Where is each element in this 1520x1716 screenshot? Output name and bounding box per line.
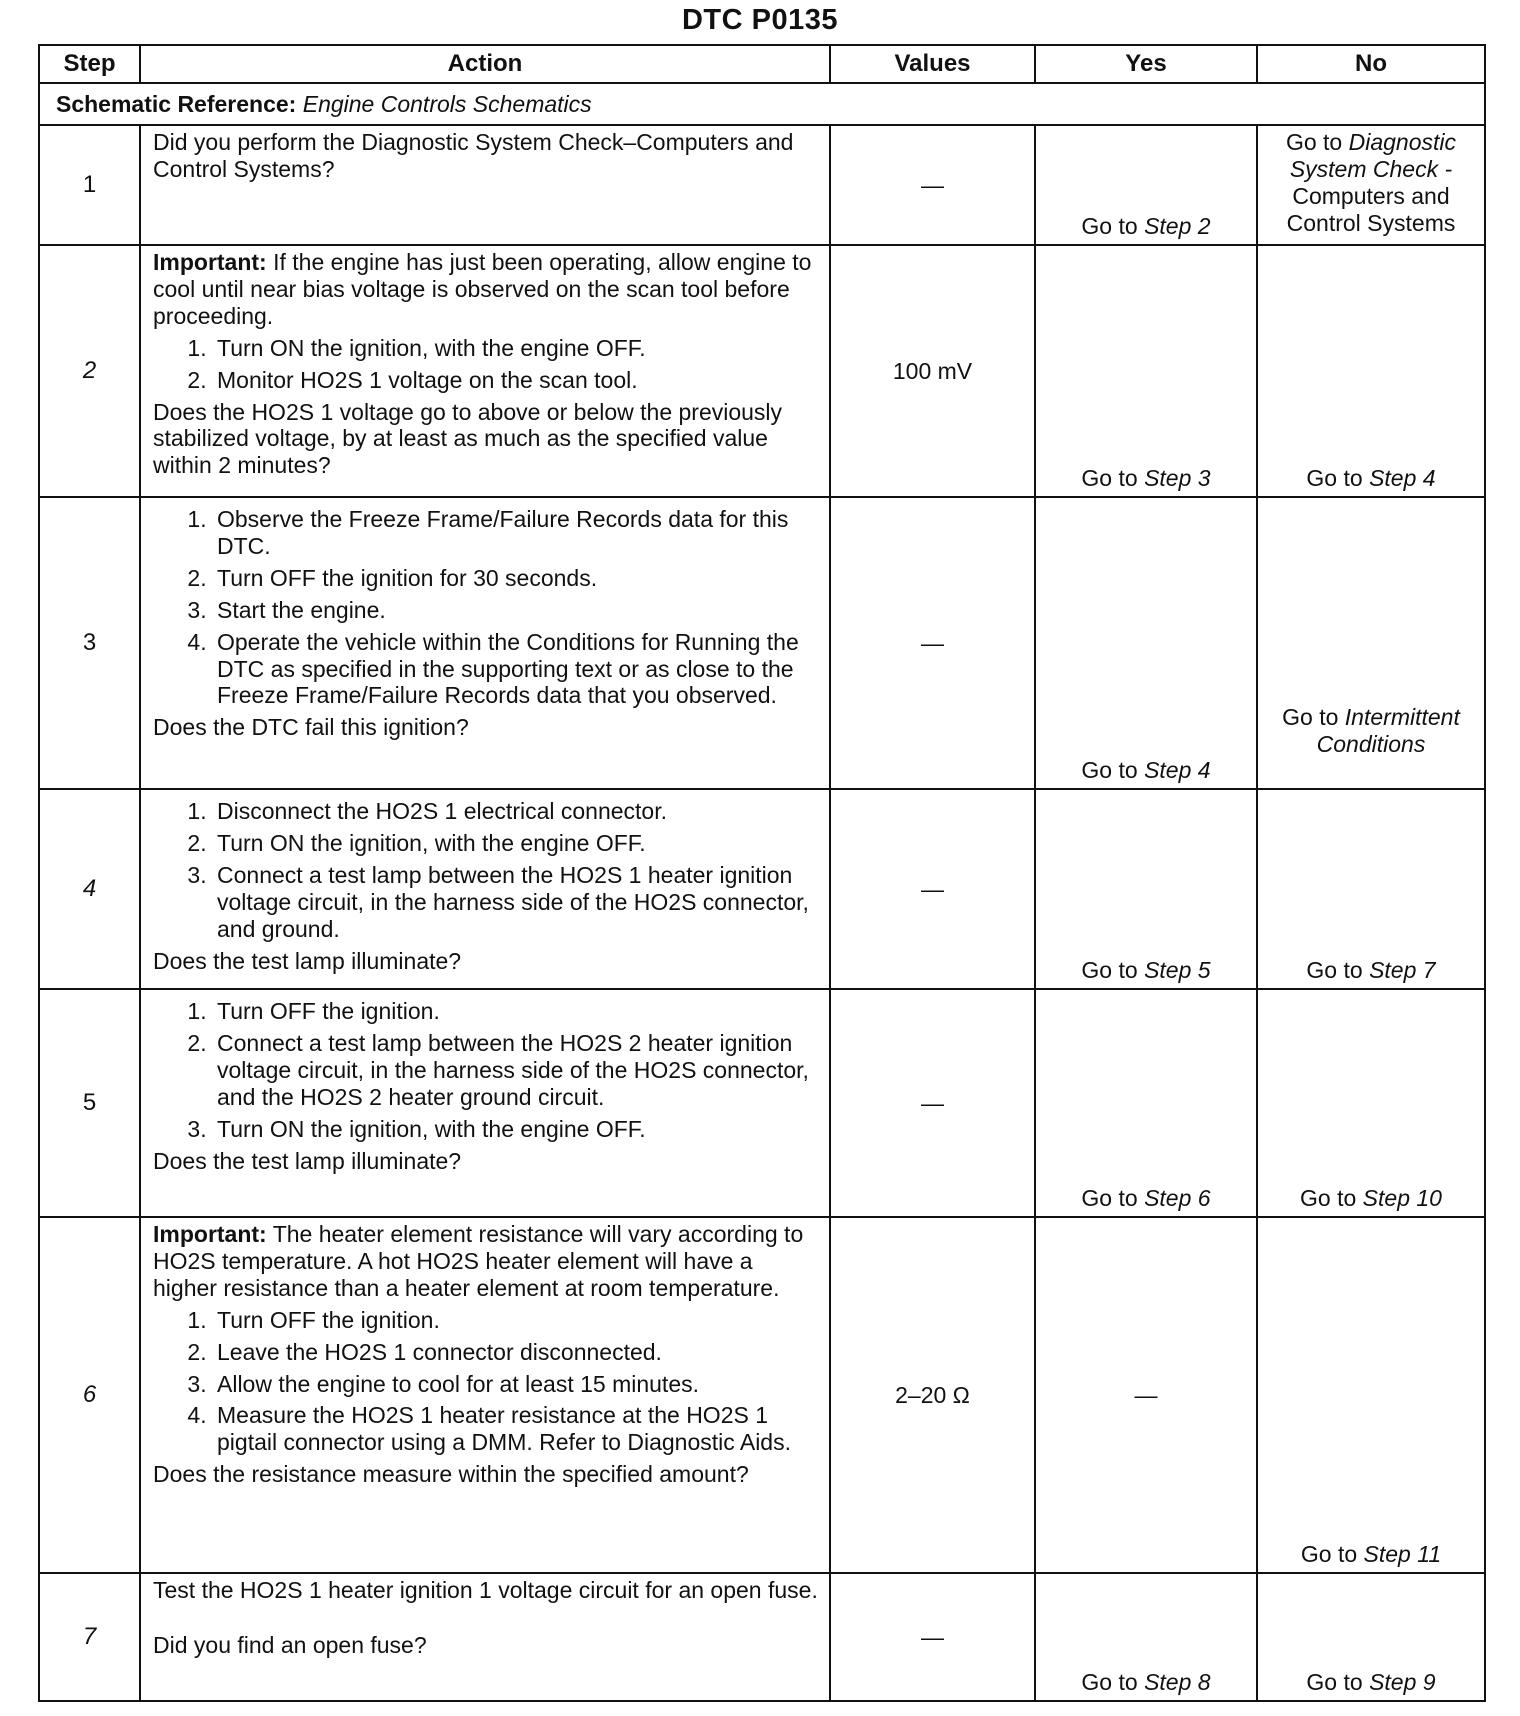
no-cell[interactable]	[1257, 125, 1485, 245]
yes-cell[interactable]	[1035, 789, 1257, 989]
value-cell: —	[830, 1573, 1035, 1701]
step-number: 1	[39, 125, 140, 245]
schematic-reference-link[interactable]: Engine Controls Schematics	[302, 90, 592, 117]
no-cell[interactable]	[1257, 989, 1485, 1217]
goto-label: Go to	[1081, 465, 1138, 492]
no-target[interactable]: Intermittent Conditions	[1316, 704, 1460, 758]
goto-label: Go to	[1081, 757, 1138, 784]
procedure-list	[153, 1307, 819, 1457]
no-cell[interactable]	[1257, 789, 1485, 989]
no-cell[interactable]	[1257, 245, 1485, 497]
question-text: Does the test lamp illuminate?	[153, 1147, 462, 1174]
value-cell: —	[830, 497, 1035, 789]
goto-label: Go to	[1306, 957, 1363, 984]
value-cell: —	[830, 989, 1035, 1217]
yes-cell[interactable]	[1035, 497, 1257, 789]
value-cell: —	[830, 789, 1035, 989]
list-item: 2. Leave the HO2S 1 connector disconnected.	[213, 1339, 819, 1366]
yes-target[interactable]: Step 3	[1144, 465, 1211, 492]
list-item: 2. Turn ON the ignition, with the engine OFF.	[213, 830, 819, 857]
table-row	[39, 1217, 1485, 1573]
goto-label: Go to	[1081, 1669, 1138, 1696]
table-row	[39, 497, 1485, 789]
goto-label: Go to	[1081, 213, 1138, 240]
yes-cell[interactable]	[1035, 125, 1257, 245]
list-item: 4. Measure the HO2S 1 heater resistance at the HO2S 1 pigtail connector using a DMM. Refer to Diagnostic Aids.	[213, 1402, 819, 1456]
no-target[interactable]: Step 11	[1363, 1541, 1442, 1568]
procedure-list	[153, 506, 819, 709]
schematic-reference-row	[39, 83, 1485, 125]
action-cell	[140, 1573, 830, 1701]
no-cell[interactable]	[1257, 497, 1485, 789]
action-cell	[140, 245, 830, 497]
goto-label: Go to	[1081, 1185, 1138, 1212]
schematic-reference-label: Schematic Reference:	[56, 90, 297, 117]
header-values: Values	[830, 45, 1035, 83]
list-item: 3. Allow the engine to cool for at least 15 minutes.	[213, 1371, 819, 1398]
question-text: Did you find an open fuse?	[153, 1631, 427, 1658]
list-item: 2. Connect a test lamp between the HO2S 2 heater ignition voltage circuit, in the harness side of the HO2S connector, and the HO2S 2 heater ground circuit.	[213, 1030, 819, 1111]
list-item: 3. Start the engine.	[213, 597, 819, 624]
goto-label: Go to	[1081, 957, 1138, 984]
action-text: Did you perform the Diagnostic System Check–Computers and Control Systems?	[153, 129, 794, 182]
step-number: 5	[39, 989, 140, 1217]
action-cell	[140, 125, 830, 245]
step-number: 4	[39, 789, 140, 989]
step-number: 6	[39, 1217, 140, 1573]
step-number: 3	[39, 497, 140, 789]
list-item: 3. Turn ON the ignition, with the engine OFF.	[213, 1116, 819, 1143]
yes-target[interactable]: Step 8	[1144, 1669, 1211, 1696]
value-cell: 100 mV	[830, 245, 1035, 497]
no-target[interactable]: Diagnostic System Check -	[1289, 129, 1457, 183]
goto-label: Go to	[1306, 465, 1363, 492]
header-action: Action	[140, 45, 830, 83]
procedure-list	[153, 998, 819, 1143]
table-row	[39, 1573, 1485, 1701]
goto-label: Go to	[1306, 1669, 1363, 1696]
table-row	[39, 989, 1485, 1217]
yes-cell: —	[1035, 1217, 1257, 1573]
diagnostic-table	[38, 44, 1486, 1702]
header-row	[39, 45, 1485, 83]
important-text: The heater element resistance will vary according to HO2S temperature. A hot HO2S heater element will have a higher resistance than a heater element at room temperature.	[153, 1221, 804, 1301]
yes-cell[interactable]	[1035, 245, 1257, 497]
no-target-plain: Computers and Control Systems	[1286, 183, 1456, 236]
goto-label: Go to	[1300, 1541, 1358, 1568]
procedure-list	[153, 335, 819, 394]
value-cell: —	[830, 125, 1035, 245]
goto-label: Go to	[1282, 704, 1339, 731]
action-cell	[140, 989, 830, 1217]
schematic-reference	[39, 83, 1485, 125]
goto-label: Go to	[1285, 129, 1343, 156]
list-item: 4. Operate the vehicle within the Conditions for Running the DTC as specified in the supporting text or as close to the Freeze Frame/Failure Records data that you observed.	[213, 629, 819, 710]
important-label: Important:	[153, 1221, 267, 1247]
important-note	[153, 249, 819, 330]
list-item: 1. Turn ON the ignition, with the engine OFF.	[213, 335, 819, 362]
no-target[interactable]: Step 7	[1369, 957, 1436, 984]
page-title: DTC P0135	[681, 4, 838, 36]
yes-target[interactable]: Step 6	[1144, 1185, 1211, 1212]
question-text: Does the test lamp illuminate?	[153, 947, 462, 974]
list-item: 1. Turn OFF the ignition.	[213, 998, 819, 1025]
header-no: No	[1257, 45, 1485, 83]
action-cell	[140, 789, 830, 989]
important-label: Important:	[153, 249, 267, 275]
important-text: If the engine has just been operating, allow engine to cool until near bias voltage is observed on the scan tool before proceeding.	[153, 249, 812, 329]
no-target[interactable]: Step 4	[1369, 465, 1436, 492]
table-row	[39, 245, 1485, 497]
procedure-list	[153, 798, 819, 943]
no-target[interactable]: Step 9	[1369, 1669, 1436, 1696]
no-cell[interactable]	[1257, 1573, 1485, 1701]
no-cell[interactable]	[1257, 1217, 1485, 1573]
action-cell	[140, 497, 830, 789]
action-cell	[140, 1217, 830, 1573]
yes-target[interactable]: Step 2	[1144, 213, 1211, 240]
yes-cell[interactable]	[1035, 1573, 1257, 1701]
list-item: 1. Disconnect the HO2S 1 electrical connector.	[213, 798, 819, 825]
list-item: 2. Turn OFF the ignition for 30 seconds.	[213, 565, 819, 592]
yes-target[interactable]: Step 4	[1144, 757, 1211, 784]
yes-cell[interactable]	[1035, 989, 1257, 1217]
list-item: 1. Turn OFF the ignition.	[213, 1307, 819, 1334]
table-row	[39, 125, 1485, 245]
header-yes: Yes	[1035, 45, 1257, 83]
important-note	[153, 1221, 819, 1302]
step-number: 7	[39, 1573, 140, 1701]
header-step: Step	[39, 45, 140, 83]
step-number: 2	[39, 245, 140, 497]
question-text: Does the HO2S 1 voltage go to above or below the previously stabilized voltage, by at least as much as the specified value within 2 minutes?	[153, 398, 783, 479]
list-item: 3. Connect a test lamp between the HO2S 1 heater ignition voltage circuit, in the harness side of the HO2S connector, and ground.	[213, 862, 819, 943]
question-text: Does the DTC fail this ignition?	[153, 714, 469, 741]
action-text: Test the HO2S 1 heater ignition 1 voltage circuit for an open fuse.	[153, 1577, 818, 1603]
goto-label: Go to	[1300, 1185, 1357, 1212]
no-target[interactable]: Step 10	[1362, 1185, 1442, 1212]
table-row	[39, 789, 1485, 989]
question-text: Does the resistance measure within the specified amount?	[153, 1461, 749, 1488]
value-cell: 2–20 Ω	[830, 1217, 1035, 1573]
list-item: 2. Monitor HO2S 1 voltage on the scan tool.	[213, 367, 819, 394]
yes-target[interactable]: Step 5	[1144, 957, 1211, 984]
list-item: 1. Observe the Freeze Frame/Failure Records data for this DTC.	[213, 506, 819, 560]
